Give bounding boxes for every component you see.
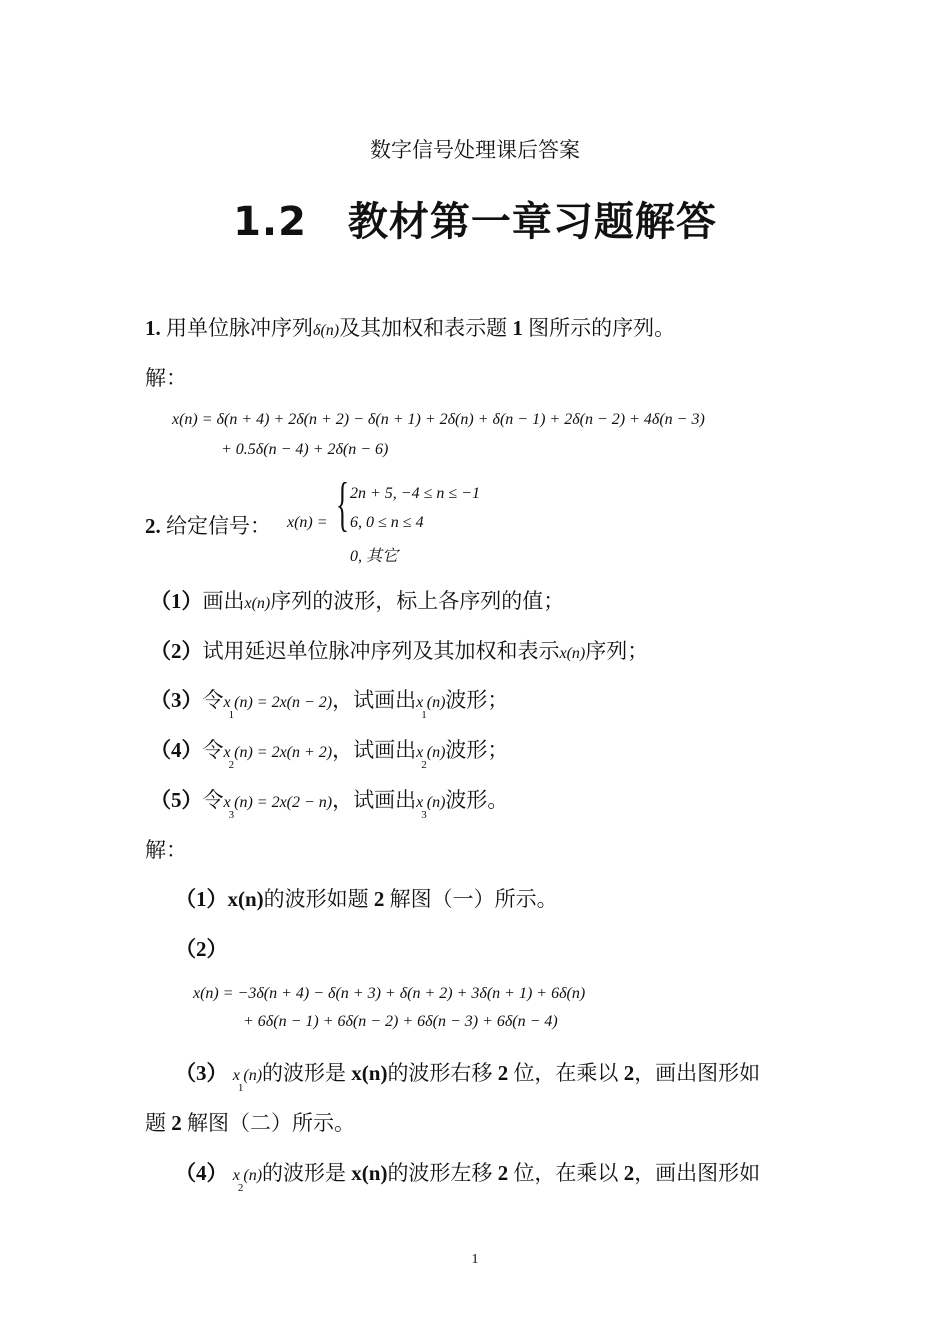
question-2 bbox=[145, 510, 271, 540]
solution-2-part-4-var: x bbox=[232, 1167, 240, 1184]
part-5-formula-rest: (n) = 2x(2 − n) bbox=[234, 794, 333, 811]
question-1-number: 1. bbox=[145, 316, 161, 340]
question-1-text-c: 图所示的序列。 bbox=[528, 316, 676, 340]
solution-2-part-3-two-3: 2 bbox=[166, 1111, 187, 1135]
part-4 bbox=[150, 734, 509, 771]
solution-2-part-1-number: （1） bbox=[175, 887, 228, 911]
part-5-formula2-rest: (n) bbox=[426, 794, 446, 811]
part-3-text-b: 波形； bbox=[445, 688, 509, 712]
question-1-text-b: 及其加权和表示题 bbox=[339, 316, 508, 340]
solution-2-part-4 bbox=[175, 1157, 761, 1194]
part-3-formula2-sub: 1 bbox=[421, 709, 427, 721]
piecewise-case-3: 0, 其它 bbox=[350, 548, 399, 565]
part-2-text-b: 序列； bbox=[585, 639, 649, 663]
solution-2-equation-line-1: x(n) = −3δ(n + 4) − δ(n + 3) + δ(n + 2) + 3δ(n + 1) + 6δ(n) bbox=[193, 985, 586, 1002]
part-3-formula2-rest: (n) bbox=[426, 694, 446, 711]
solution-2-part-4-text-a: 的波形是 bbox=[262, 1161, 347, 1185]
solution-2-part-4-text-d: ，画出图形如 bbox=[634, 1161, 761, 1185]
part-2-text-a: 试用延迟单位脉冲序列及其加权和表示 bbox=[202, 639, 560, 663]
solution-2-part-3-two-2: 2 bbox=[618, 1061, 635, 1085]
page-number: 1 bbox=[471, 1252, 479, 1267]
part-3-formula-rest: (n) = 2x(n − 2) bbox=[234, 694, 333, 711]
solution-2-part-4-arg: (n) bbox=[243, 1167, 263, 1184]
solution-2-part-4-text-b: 的波形左移 bbox=[387, 1161, 493, 1185]
solution-2-part-3-text-c: 位，在乘以 bbox=[513, 1061, 619, 1085]
part-4-formula2-rest: (n) bbox=[426, 744, 446, 761]
solution-2-part-3 bbox=[175, 1057, 761, 1094]
document-header: 数字信号处理课后答案 bbox=[370, 138, 580, 162]
part-5-text-b: 波形。 bbox=[445, 788, 509, 812]
solution-2-part-4-sub: 2 bbox=[237, 1182, 244, 1194]
solution-2-part-4-two-2: 2 bbox=[618, 1161, 635, 1185]
solution-2-part-3-text-b: 的波形右移 bbox=[387, 1061, 493, 1085]
part-3-number: （3） bbox=[150, 688, 203, 712]
solution-2-part-1-xn: x(n) bbox=[227, 887, 264, 911]
piecewise-brace: { bbox=[336, 471, 349, 537]
part-5-text-c: ，试画出 bbox=[332, 788, 417, 812]
question-1 bbox=[145, 312, 675, 342]
part-3-formula-var: x bbox=[223, 694, 231, 711]
solution-2-part-4-xn: x(n) bbox=[346, 1161, 388, 1185]
part-5-number: （5） bbox=[150, 788, 203, 812]
solution-1-equation-line-1: x(n) = δ(n + 4) + 2δ(n + 2) − δ(n + 1) + 2δ(n) + δ(n − 1) + 2δ(n − 2) + 4δ(n − 3) bbox=[172, 411, 705, 428]
section-title: 1.2 教材第一章习题解答 bbox=[233, 199, 717, 245]
part-3-formula2-var: x bbox=[416, 694, 424, 711]
part-4-formula2-var: x bbox=[416, 744, 424, 761]
solution-2-part-1-rest: 解图（一）所示。 bbox=[389, 887, 558, 911]
part-5-formula-var: x bbox=[223, 794, 231, 811]
solution-2-part-4-text-c: 位，在乘以 bbox=[513, 1161, 619, 1185]
question-1-figure-number: 1 bbox=[507, 316, 529, 340]
question-1-text-a: 用单位脉冲序列 bbox=[160, 316, 313, 340]
solution-2-part-3-text-f: 解图（二）所示。 bbox=[187, 1111, 355, 1135]
question-2-lhs: x(n) = bbox=[287, 514, 328, 531]
part-4-formula2-sub: 2 bbox=[421, 759, 427, 771]
part-5-formula-sub: 3 bbox=[228, 809, 235, 821]
part-1-number: （1） bbox=[150, 589, 203, 613]
part-2-formula: x(n) bbox=[559, 645, 586, 662]
part-3-text-a: 令 bbox=[202, 688, 224, 712]
part-3-text-c: ，试画出 bbox=[332, 688, 417, 712]
solution-2-part-4-two-1: 2 bbox=[492, 1161, 514, 1185]
solution-2-part-3-text-d: ，画出图形如 bbox=[634, 1061, 761, 1085]
part-1-formula: x(n) bbox=[244, 595, 271, 612]
question-2-number: 2. bbox=[145, 514, 161, 538]
part-2-number: （2） bbox=[150, 639, 203, 663]
piecewise-case-2: 6, 0 ≤ n ≤ 4 bbox=[350, 514, 424, 531]
solution-2-part-3-text-a: 的波形是 bbox=[262, 1061, 347, 1085]
solution-2-part-3-var: x bbox=[232, 1067, 240, 1084]
part-4-text-b: 波形； bbox=[445, 738, 509, 762]
solution-2-part-4-number: （4） bbox=[175, 1161, 228, 1185]
solution-2-label: 解： bbox=[145, 838, 187, 862]
part-1-text-b: 序列的波形，标上各序列的值； bbox=[270, 589, 565, 613]
solution-1-label: 解： bbox=[145, 366, 187, 390]
part-3-formula-sub: 1 bbox=[228, 709, 235, 721]
part-4-number: （4） bbox=[150, 738, 203, 762]
part-4-formula-sub: 2 bbox=[228, 759, 235, 771]
solution-2-part-3-number: （3） bbox=[175, 1061, 228, 1085]
solution-2-equation-line-2: + 6δ(n − 1) + 6δ(n − 2) + 6δ(n − 3) + 6δ(n − 4) bbox=[243, 1013, 558, 1030]
solution-2-part-3-xn: x(n) bbox=[346, 1061, 388, 1085]
solution-2-part-1-two: 2 bbox=[368, 887, 390, 911]
part-2 bbox=[150, 635, 648, 665]
part-4-formula-var: x bbox=[223, 744, 231, 761]
part-4-text-c: ，试画出 bbox=[332, 738, 417, 762]
solution-1-equation-line-2: + 0.5δ(n − 4) + 2δ(n − 6) bbox=[221, 441, 389, 458]
part-4-formula-rest: (n) = 2x(n + 2) bbox=[234, 744, 333, 761]
solution-2-part-3-sub: 1 bbox=[237, 1082, 244, 1094]
solution-2-part-3-arg: (n) bbox=[243, 1067, 263, 1084]
part-5-text-a: 令 bbox=[202, 788, 224, 812]
solution-2-part-3-two-1: 2 bbox=[492, 1061, 514, 1085]
part-5-formula2-var: x bbox=[416, 794, 424, 811]
solution-2-part-1-text: 的波形如题 bbox=[263, 887, 369, 911]
solution-2-part-3-text-e: 题 bbox=[145, 1111, 166, 1135]
solution-2-part-1 bbox=[175, 883, 558, 913]
question-1-delta: δ(n) bbox=[313, 322, 340, 339]
part-1-text-a: 画出 bbox=[202, 589, 245, 613]
solution-2-part-3-continued bbox=[145, 1107, 355, 1137]
piecewise-case-1: 2n + 5, −4 ≤ n ≤ −1 bbox=[350, 485, 480, 502]
part-3 bbox=[150, 684, 509, 721]
part-5-formula2-sub: 3 bbox=[421, 809, 427, 821]
part-5 bbox=[150, 784, 509, 821]
question-2-text: 给定信号： bbox=[160, 514, 271, 538]
part-4-text-a: 令 bbox=[202, 738, 224, 762]
solution-2-part-2-number: （2） bbox=[175, 937, 228, 961]
part-1 bbox=[150, 585, 564, 615]
